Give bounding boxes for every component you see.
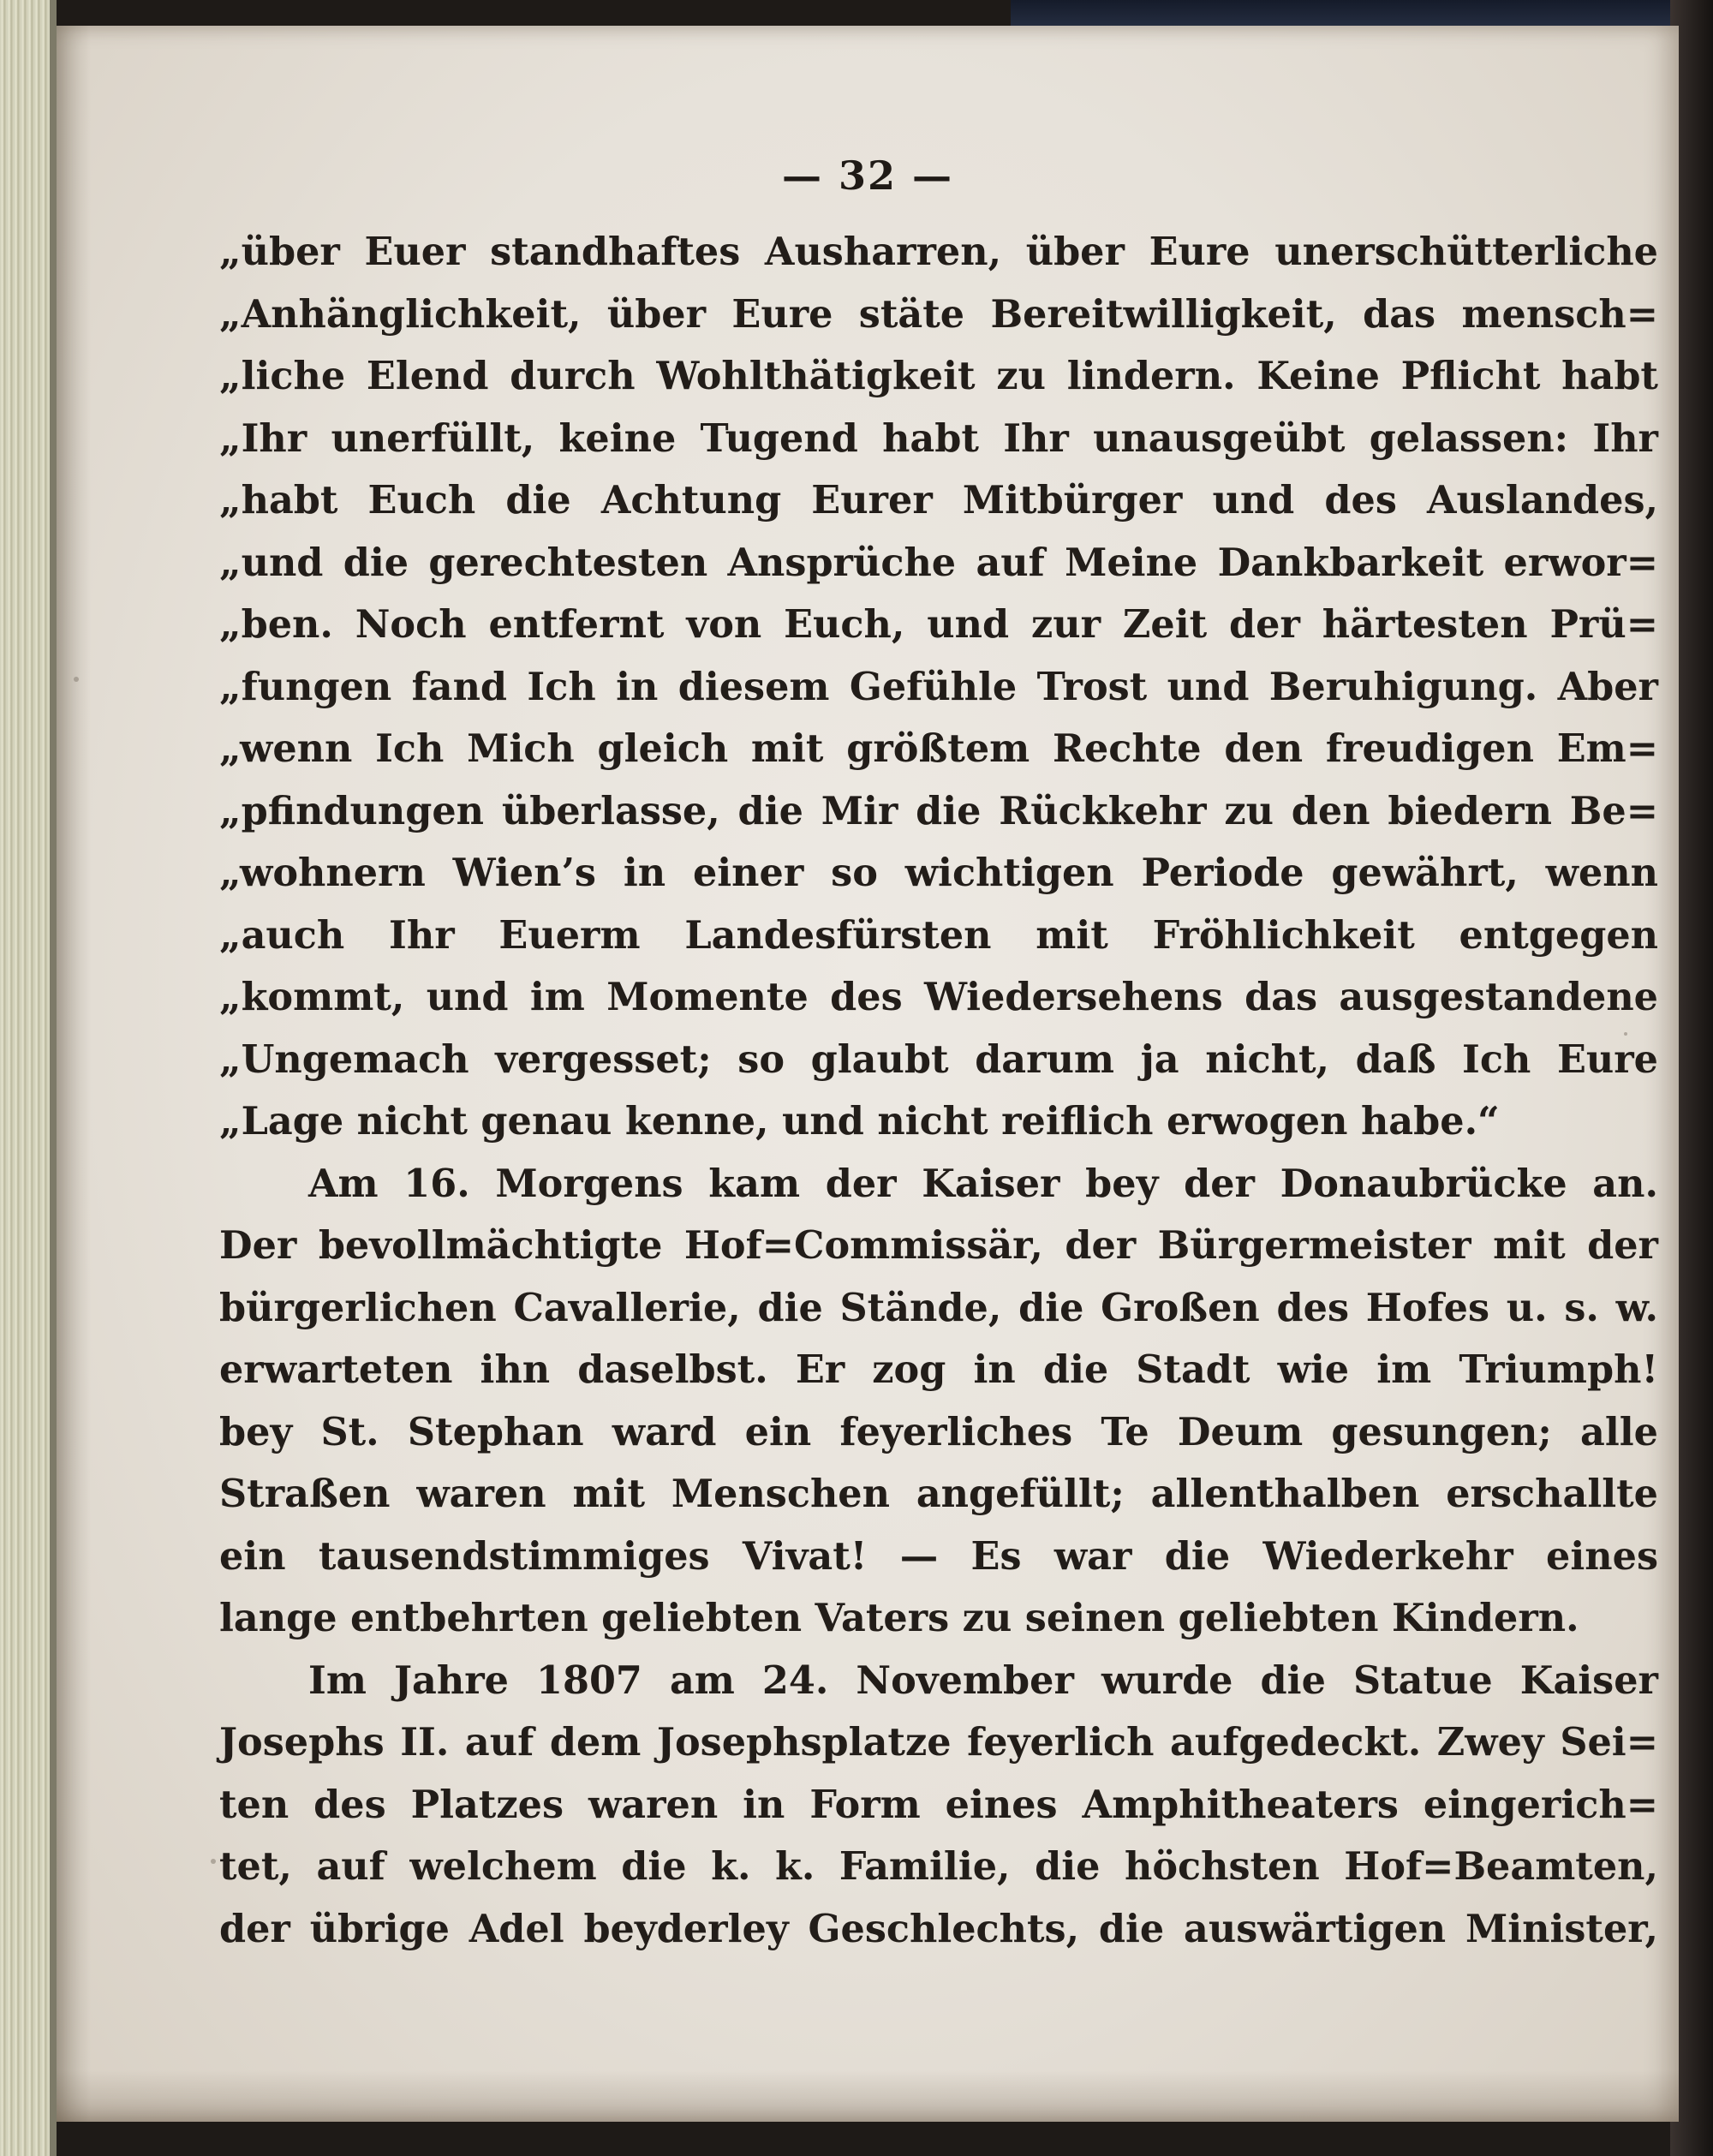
text-line: Am 16. Morgens kam der Kaiser bey der Donaubrücke an.: [308, 1161, 1658, 1206]
text-line: ein tausendstimmiges Vivat! — Es war die Wiederkehr eines: [219, 1533, 1658, 1579]
text-line: „auch Ihr Euerm Landesfürsten mit Fröhlichkeit entgegen: [219, 912, 1658, 958]
paper-speck: [1624, 1032, 1627, 1036]
text-line: „pfindungen überlasse, die Mir die Rückkehr zu den biedern Be=: [219, 788, 1658, 833]
text-line: „fungen fand Ich in diesem Gefühle Trost und Beruhigung. Aber: [219, 664, 1658, 709]
body-text: [219, 221, 1658, 1960]
text-line: „und die gerechtesten Ansprüche auf Meine Dankbarkeit erwor=: [219, 540, 1658, 585]
book-page: [57, 26, 1679, 2122]
text-line: „Ihr unerfüllt, keine Tugend habt Ihr unausgeübt gelassen: Ihr: [219, 415, 1658, 461]
text-line: Straßen waren mit Menschen angefüllt; allenthalben erschallte: [219, 1472, 1658, 1516]
text-line: bürgerlichen Cavallerie, die Stände, die Großen des Hofes u. s. w.: [219, 1285, 1658, 1330]
text-line: „Lage nicht genau kenne, und nicht reiflich erwogen habe.“: [219, 1099, 1500, 1144]
text-line: lange entbehrten geliebten Vaters zu seinen geliebten Kindern.: [219, 1596, 1579, 1640]
text-line: Im Jahre 1807 am 24. November wurde die Statue Kaiser: [308, 1657, 1658, 1703]
text-line: „Anhänglichkeit, über Eure stäte Bereitwilligkeit, das mensch=: [219, 291, 1658, 337]
paper-speck: [74, 677, 79, 682]
paper-speck: [211, 1859, 216, 1864]
text-line: tet, auf welchem die k. k. Familie, die höchsten Hof=Beamten,: [219, 1844, 1658, 1889]
text-line: erwarteten ihn daselbst. Er zog in die Stadt wie im Triumph!: [219, 1347, 1658, 1392]
text-line: ten des Platzes waren in Form eines Amphitheaters eingerich=: [219, 1782, 1658, 1827]
text-line: „über Euer standhaftes Ausharren, über Eure unerschütterliche: [219, 230, 1658, 274]
text-line: „ben. Noch entfernt von Euch, und zur Zeit der härtesten Prü=: [219, 602, 1658, 647]
text-line: Josephs II. auf dem Josephsplatze feyerlich aufgedeckt. Zwey Sei=: [219, 1720, 1658, 1765]
text-line: „wenn Ich Mich gleich mit größtem Rechte den freudigen Em=: [219, 726, 1658, 771]
bottom-shade: [57, 2070, 1679, 2122]
text-line: „habt Euch die Achtung Eurer Mitbürger und des Auslandes,: [219, 478, 1658, 523]
page-number: — 32 —: [781, 152, 954, 199]
text-line: „wohnern Wien’s in einer so wichtigen Periode gewährt, wenn: [219, 851, 1658, 895]
text-line: Der bevollmächtigte Hof=Commissär, der Bürgermeister mit der: [219, 1223, 1658, 1268]
text-line: „liche Elend durch Wohlthätigkeit zu lindern. Keine Pflicht habt: [219, 354, 1658, 398]
text-line: „Ungemach vergesset; so glaubt darum ja nicht, daß Ich Eure: [219, 1036, 1658, 1082]
book-page-edges: [0, 0, 50, 2156]
text-line: bey St. Stephan ward ein feyerliches Te Deum gesungen; alle: [219, 1409, 1658, 1454]
text-line: „kommt, und im Momente des Wiedersehens das ausgestandene: [219, 975, 1658, 1019]
text-line: der übrige Adel beyderley Geschlechts, die auswärtigen Minister,: [219, 1906, 1658, 1951]
book-gutter-line: [50, 0, 57, 2156]
gutter-shadow: [57, 26, 91, 2122]
